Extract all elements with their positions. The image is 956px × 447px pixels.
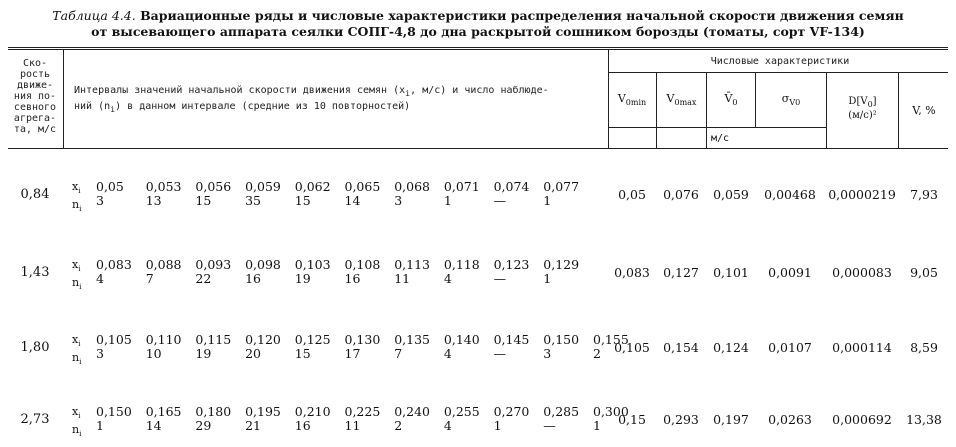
- interval-value: 0,05: [96, 179, 124, 194]
- stat-value: 0,083: [614, 265, 650, 280]
- col-header-sub: 0max: [674, 98, 697, 108]
- stat-value: 0,105: [614, 340, 650, 355]
- stat-value: 0,000692: [832, 412, 892, 427]
- observation-count: 11: [344, 418, 361, 433]
- observation-count: 35: [245, 193, 261, 208]
- speed-header-line: Ско-: [22, 58, 48, 69]
- interval-value: 0,270: [493, 404, 530, 419]
- speed-header-line: агрега-: [13, 113, 57, 124]
- col-header-v0max: [657, 92, 706, 107]
- col-header-sub: 0min: [625, 98, 647, 108]
- stat-value: 0,127: [663, 265, 699, 280]
- observation-count: 20: [245, 346, 261, 361]
- stat-value: 0,293: [663, 412, 699, 427]
- x-label: $x_i$: [72, 180, 81, 196]
- row-speed: 0,84: [20, 187, 50, 202]
- interval-value: 0,108: [344, 257, 381, 272]
- interval-value: 0,071: [443, 179, 480, 194]
- stat-value: 0,076: [663, 187, 699, 202]
- table-top-rule: [8, 47, 948, 48]
- observation-count: 3: [96, 346, 104, 361]
- interval-value: 0,077: [543, 179, 580, 194]
- interval-value: 0,129: [543, 257, 580, 272]
- observation-count: 11: [394, 271, 411, 286]
- intervals-header-text: Интервалы значений начальной скорости движения семян (x: [74, 85, 406, 96]
- observation-count: 4: [96, 271, 104, 286]
- col-header-text: σ: [781, 92, 790, 105]
- interval-value: 0,059: [245, 179, 281, 194]
- observation-count: 2: [394, 418, 403, 433]
- observation-count: 10: [145, 346, 162, 361]
- observation-count: 22: [195, 271, 212, 286]
- observation-count: 7: [394, 346, 403, 361]
- intervals-header-text: ний (n: [74, 101, 111, 112]
- observation-count: 3: [543, 346, 552, 361]
- col-header-sigma: [756, 92, 826, 107]
- interval-value: 0,180: [195, 404, 232, 419]
- interval-value: 0,240: [394, 404, 430, 419]
- speed-column-rule: [63, 49, 64, 148]
- stat-value: 9,05: [910, 265, 938, 280]
- observation-count: 4: [443, 346, 452, 361]
- speed-header-line: ния по-: [13, 91, 57, 102]
- row-speed: 1,80: [20, 340, 50, 355]
- interval-value: 0,110: [145, 332, 182, 347]
- interval-value: 0,103: [294, 257, 331, 272]
- interval-value: 0,195: [245, 404, 281, 419]
- numeric-header-rule: [608, 72, 948, 73]
- observation-count: 15: [195, 193, 212, 208]
- col-header-text: V̄: [724, 92, 733, 105]
- interval-value: 0,285: [543, 404, 580, 419]
- stat-value: 0,05: [618, 187, 646, 202]
- interval-value: 0,093: [195, 257, 232, 272]
- x-label: $x_i$: [72, 333, 81, 349]
- n-label: $n_i$: [72, 198, 82, 214]
- row-speed: 1,43: [20, 265, 50, 280]
- interval-value: 0,120: [245, 332, 281, 347]
- observation-count: 16: [344, 271, 361, 286]
- speed-header-line: движе-: [16, 80, 54, 91]
- stat-value: 0,124: [713, 340, 749, 355]
- col-header-sub: 0: [867, 100, 873, 109]
- interval-value: 0,130: [344, 332, 381, 347]
- col-header-unit: (м/с)²: [848, 110, 877, 121]
- stat-value: 0,101: [713, 265, 749, 280]
- header-bottom-rule: [8, 148, 948, 149]
- interval-value: 0,068: [394, 179, 430, 194]
- col-header-text: V: [666, 92, 675, 105]
- intervals-header-sub: i: [405, 88, 411, 98]
- interval-value: 0,255: [443, 404, 480, 419]
- interval-value: 0,123: [493, 257, 530, 272]
- caption-line-1: [0, 8, 956, 24]
- interval-value: 0,300: [593, 404, 629, 419]
- observation-count: 4: [443, 418, 452, 433]
- stat-value: 0,0107: [768, 340, 812, 355]
- stat-value: 0,000083: [832, 265, 892, 280]
- observation-count: 3: [96, 193, 104, 208]
- observation-count: —: [493, 193, 507, 208]
- stat-value: 0,197: [713, 412, 749, 427]
- numeric-header: Числовые характеристики: [710, 56, 850, 67]
- observation-count: 3: [394, 193, 403, 208]
- stat-value: 0,000114: [832, 340, 892, 355]
- interval-value: 0,053: [145, 179, 182, 194]
- n-label: $n_i$: [72, 276, 82, 292]
- interval-value: 0,115: [195, 332, 232, 347]
- observation-count: 14: [344, 193, 361, 208]
- observation-count: 17: [344, 346, 361, 361]
- stat-value: 0,0000219: [828, 187, 896, 202]
- col-header-text: ]: [872, 96, 877, 107]
- observation-count: —: [493, 346, 507, 361]
- stat-value: 0,0263: [768, 412, 812, 427]
- stat-value: 8,59: [910, 340, 938, 355]
- row-labels: [72, 258, 81, 294]
- observation-count: —: [543, 418, 556, 433]
- interval-value: 0,062: [294, 179, 331, 194]
- col-header-text: D[V: [848, 96, 868, 107]
- observation-count: 4: [443, 271, 452, 286]
- observation-count: 21: [245, 418, 261, 433]
- stat-value: 0,0091: [768, 265, 812, 280]
- speed-header: [10, 58, 60, 135]
- intervals-header: [74, 84, 604, 116]
- interval-value: 0,074: [493, 179, 530, 194]
- interval-value: 0,056: [195, 179, 232, 194]
- stat-value: 0,059: [713, 187, 749, 202]
- intervals-header-sub: i: [110, 104, 116, 114]
- interval-value: 0,135: [394, 332, 430, 347]
- interval-value: 0,225: [344, 404, 381, 419]
- observation-count: 1: [593, 418, 601, 433]
- x-label: $x_i$: [72, 405, 81, 421]
- observation-count: 15: [294, 346, 311, 361]
- interval-value: 0,113: [394, 257, 430, 272]
- observation-count: 1: [493, 418, 502, 433]
- n-label: $n_i$: [72, 351, 82, 367]
- interval-value: 0,150: [543, 332, 580, 347]
- stat-value: 13,38: [906, 412, 942, 427]
- col-header-variation: V, %: [912, 104, 936, 117]
- units-label: м/с: [710, 133, 730, 144]
- stat-value: 0,00468: [764, 187, 816, 202]
- observation-count: 19: [195, 346, 212, 361]
- stat-value: 7,93: [910, 187, 938, 202]
- table-top-rule-double: [8, 49, 948, 50]
- interval-value: 0,145: [493, 332, 530, 347]
- col-header-v0min: [608, 92, 656, 107]
- observation-count: 19: [294, 271, 311, 286]
- observation-count: 1: [443, 193, 452, 208]
- interval-value: 0,165: [145, 404, 182, 419]
- observation-count: 15: [294, 193, 311, 208]
- observation-count: 1: [543, 193, 552, 208]
- col-header-sub: V0: [789, 98, 801, 108]
- interval-value: 0,118: [443, 257, 480, 272]
- interval-value: 0,088: [145, 257, 182, 272]
- stat-value: 0,154: [663, 340, 699, 355]
- observation-count: 1: [96, 418, 104, 433]
- observation-count: 29: [195, 418, 212, 433]
- observation-count: 16: [245, 271, 261, 286]
- observation-count: —: [493, 271, 507, 286]
- table-caption: [0, 8, 956, 40]
- units-rule: [608, 127, 826, 128]
- interval-value: 0,155: [593, 332, 629, 347]
- observation-count: 2: [593, 346, 601, 361]
- interval-value: 0,105: [96, 332, 132, 347]
- observation-count: 13: [145, 193, 162, 208]
- interval-value: 0,083: [96, 257, 132, 272]
- col-header-text: V: [617, 92, 626, 105]
- stat-value: 0,15: [618, 412, 646, 427]
- speed-header-line: севного: [13, 102, 57, 113]
- interval-value: 0,098: [245, 257, 281, 272]
- observation-count: 16: [294, 418, 311, 433]
- observation-count: 14: [145, 418, 162, 433]
- interval-value: 0,065: [344, 179, 381, 194]
- caption-label: Таблица 4.4.: [52, 8, 136, 23]
- caption-text-2: от высевающего аппарата сеялки СОПГ-4,8 до дна раскрытой сошником борозды (томаты, сорт VF-134): [91, 24, 865, 39]
- row-labels: [72, 180, 81, 216]
- speed-header-line: та, м/с: [13, 124, 57, 135]
- col-header-dispersion: [827, 96, 898, 121]
- speed-header-line: рость: [19, 69, 51, 80]
- row-labels: [72, 333, 81, 369]
- n-label: $n_i$: [72, 423, 82, 439]
- observation-count: 1: [543, 271, 552, 286]
- col-header-sub: 0: [732, 98, 738, 108]
- intervals-header-text: , м/с) и число наблюде-: [410, 85, 549, 96]
- row-speed: 2,73: [20, 412, 50, 427]
- caption-text-1: Вариационные ряды и числовые характеристики распределения начальной скорости движения семян: [140, 8, 904, 23]
- intervals-header-text: ) в данном интервале (средние из 10 повторностей): [115, 101, 411, 112]
- row-labels: [72, 405, 81, 441]
- observation-count: 7: [145, 271, 154, 286]
- col-header-vmean: [707, 92, 755, 107]
- interval-value: 0,150: [96, 404, 132, 419]
- x-label: $x_i$: [72, 258, 81, 274]
- interval-value: 0,210: [294, 404, 331, 419]
- interval-value: 0,140: [443, 332, 480, 347]
- interval-value: 0,125: [294, 332, 331, 347]
